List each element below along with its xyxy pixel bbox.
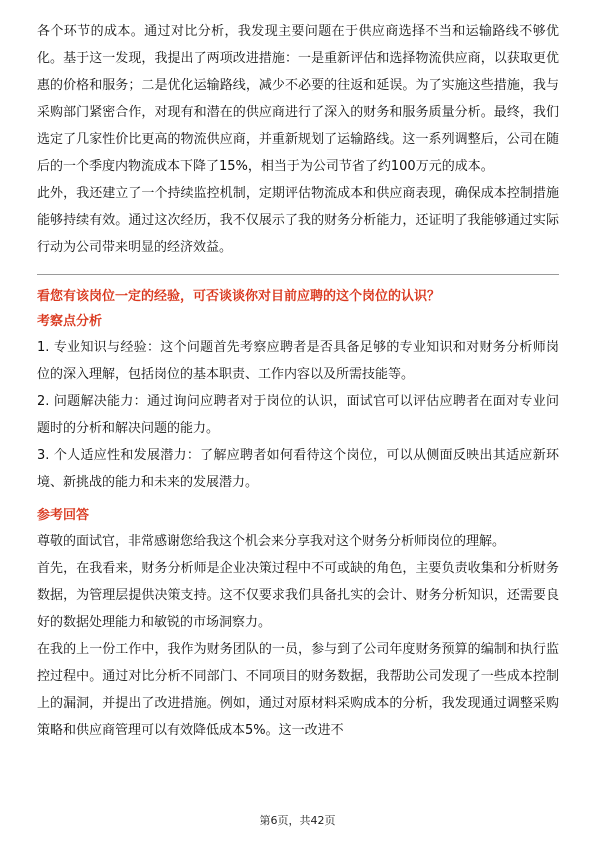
analysis-item-2: 2. 问题解决能力：通过询问应聘者对于岗位的认识，面试官可以评估应聘者在面对专业问题时的分析和解决问题的能力。	[37, 394, 559, 436]
intro-paragraph-2: 此外，我还建立了一个持续监控机制，定期评估物流成本和供应商表现，确保成本控制措施能够持续有效。通过这次经历，我不仅展示了我的财务分析能力，还证明了我能够通过实际行动为公司带来明显的经济效益。	[37, 186, 559, 255]
answer-heading: 参考回答	[37, 508, 90, 523]
answer-paragraph-2: 首先，在我看来，财务分析师是企业决策过程中不可或缺的角色，主要负责收集和分析财务数据，为管理层提供决策支持。这不仅要求我们具备扎实的会计、财务分析知识，还需要良好的数据处理能力和敏锐的市场洞察力。	[37, 561, 559, 630]
analysis-item-1: 1. 专业知识与经验：这个问题首先考察应聘者是否具备足够的专业知识和对财务分析师岗位的深入理解，包括岗位的基本职责、工作内容以及所需技能等。	[37, 340, 559, 382]
analysis-heading: 考察点分析	[37, 314, 103, 329]
intro-paragraph-1: 各个环节的成本。通过对比分析，我发现主要问题在于供应商选择不当和运输路线不够优化。基于这一发现，我提出了两项改进措施：一是重新评估和选择物流供应商，以获取更优惠的价格和服务；二是优化运输路线，减少不必要的往返和延误。为了实施这些措施，我与采购部门紧密合作，对现有和潜在的供应商进行了深入的财务和服务质量分析。最终，我们选定了几家性价比更高的物流供应商，并重新规划了运输路线。这一系列调整后，公司在随后的一个季度内物流成本下降了15%，相当于为公司节省了约100万元的成本。	[37, 24, 559, 174]
answer-paragraph-3: 在我的上一份工作中，我作为财务团队的一员，参与到了公司年度财务预算的编制和执行监控过程中。通过对比分析不同部门、不同项目的财务数据，我帮助公司发现了一些成本控制上的漏洞，并提出了改进措施。例如，通过对原材料采购成本的分析，我发现通过调整采购策略和供应商管理可以有效降低成本5%。这一改进不	[37, 642, 559, 738]
document-page	[37, 18, 559, 744]
analysis-item-3: 3. 个人适应性和发展潜力：了解应聘者如何看待这个岗位，可以从侧面反映出其适应新环境、新挑战的能力和未来的发展潜力。	[37, 448, 559, 490]
answer-paragraph-1: 尊敬的面试官，非常感谢您给我这个机会来分享我对这个财务分析师岗位的理解。	[37, 534, 506, 549]
page-number-footer: 第6页，共42页	[259, 814, 336, 827]
interview-question: 看您有该岗位一定的经验，可否谈谈你对目前应聘的这个岗位的认识？	[37, 289, 441, 304]
section-divider	[37, 274, 559, 275]
